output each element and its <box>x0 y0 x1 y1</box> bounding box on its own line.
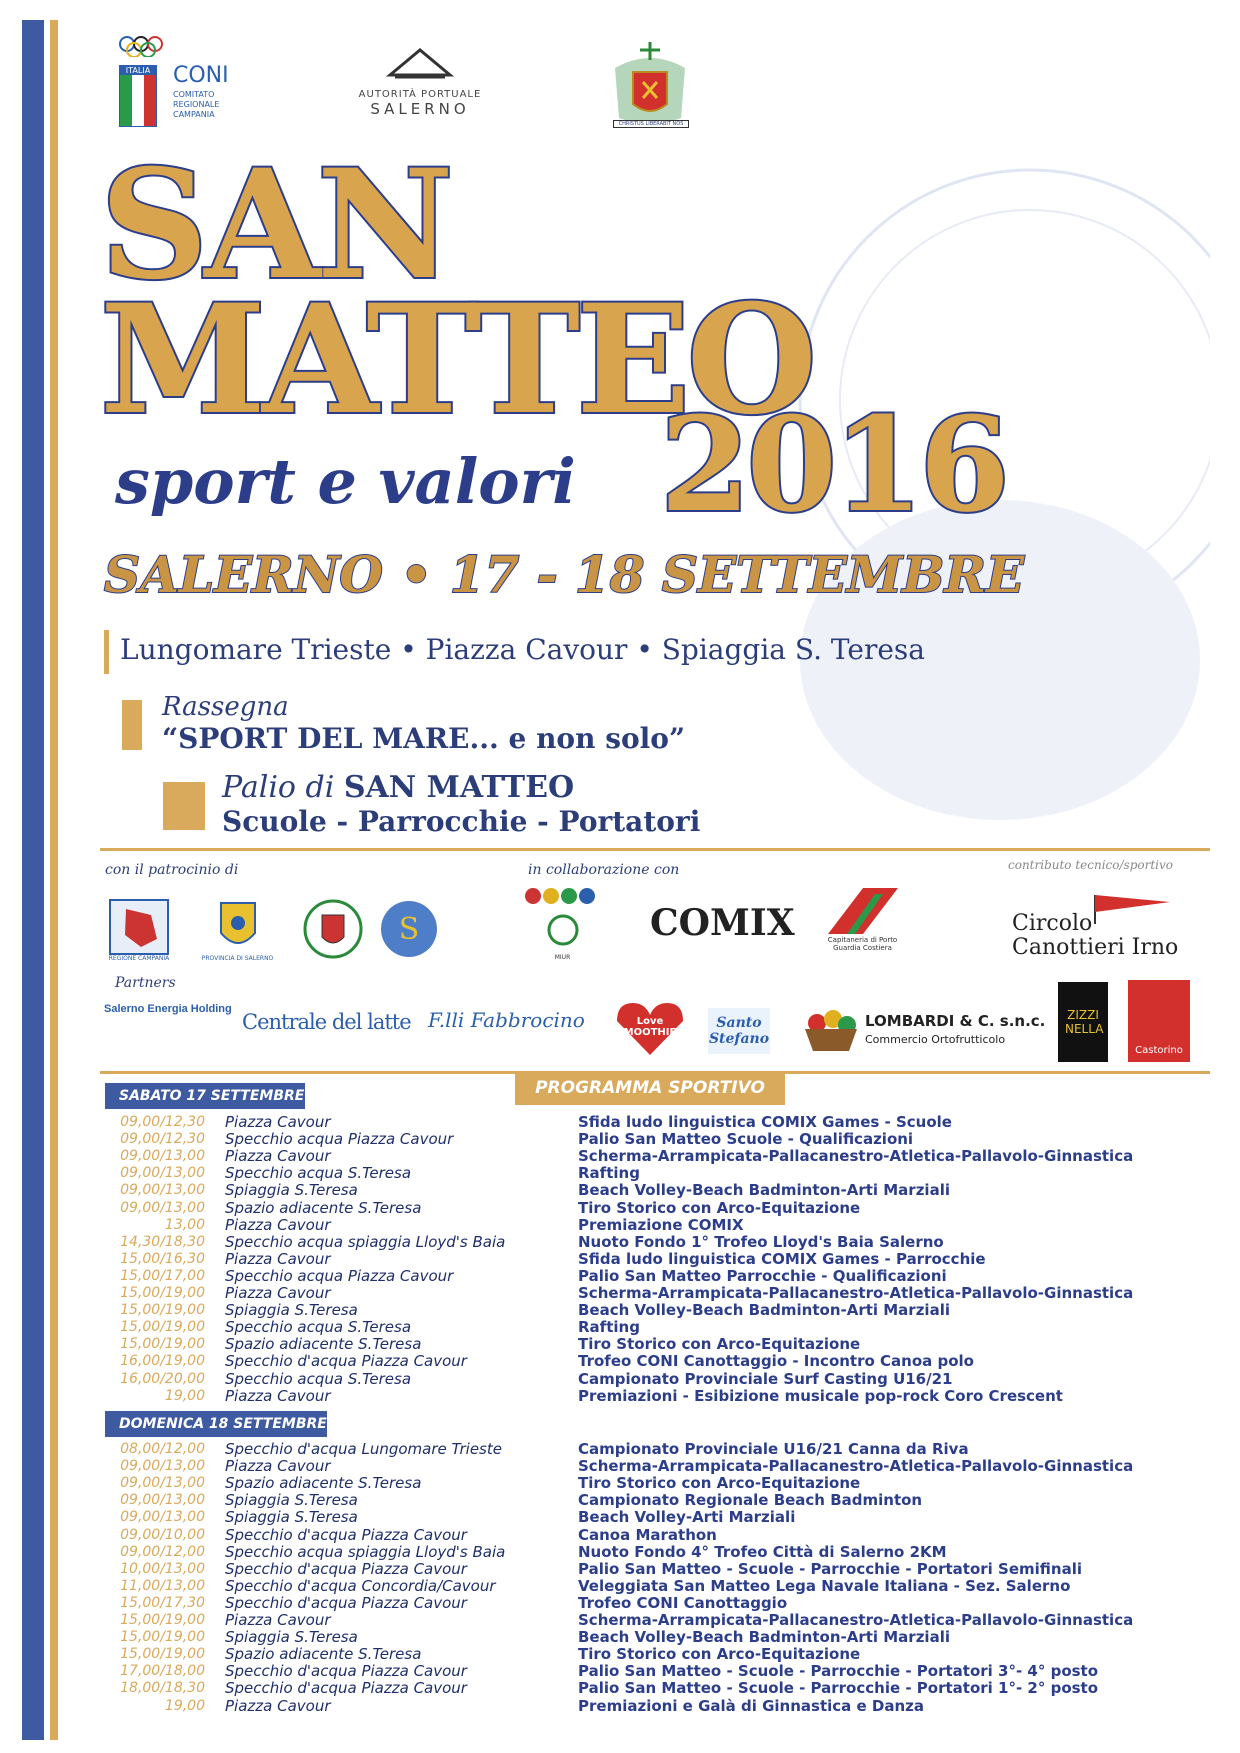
schedule-time: 15,00/19,00 <box>120 1336 205 1353</box>
miur-label: MIUR <box>554 954 571 961</box>
miur-logo <box>520 880 605 965</box>
miur-icon <box>523 884 603 954</box>
schedule-event: Sfida ludo linguistica COMIX Games - Parrocchie <box>578 1249 986 1268</box>
schedule-event: Beach Volley-Beach Badminton-Arti Marziali <box>578 1301 950 1320</box>
regione-campania-logo <box>108 895 170 965</box>
regione-label: REGIONE CAMPANIA <box>108 954 170 962</box>
schedule-time: 09,00/10,00 <box>120 1526 205 1543</box>
schedule-place: Specchio d'acqua Piazza Cavour <box>225 1593 467 1612</box>
schedule-time: 15,00/19,00 <box>120 1629 205 1646</box>
centrale-latte-logo: Centrale del latte <box>242 1010 411 1034</box>
schedule-time: 09,00/13,00 <box>120 1165 205 1182</box>
schedule-place: Piazza Cavour <box>225 1215 331 1234</box>
castorino-logo: Castorino <box>1128 980 1190 1062</box>
schedule-place: Piazza Cavour <box>225 1284 331 1302</box>
schedule-event: Premiazioni - Esibizione musicale pop-rock Coro Crescent <box>578 1386 1063 1405</box>
schedule-event: Rafting <box>578 1164 640 1183</box>
schedule-event: Scherma-Arrampicata-Pallacanestro-Atletica-Pallavolo-Ginnastica <box>578 1457 1134 1476</box>
domenica-header: DOMENICA 18 SETTEMBRE <box>105 1411 327 1437</box>
schedule-place: Spazio adiacente S.Teresa <box>225 1198 422 1217</box>
contributo-label: contributo tecnico/sportivo <box>1008 858 1174 872</box>
zizzi-label: ZIZZI NELLA <box>1065 1008 1104 1036</box>
schedule-time: 15,00/19,00 <box>120 1302 205 1319</box>
schedule-event: Tiro Storico con Arco-Equitazione <box>578 1474 861 1493</box>
schedule-event: Palio San Matteo Scuole - Qualificazioni <box>578 1130 914 1149</box>
coni-line-2: REGIONALE <box>173 100 220 109</box>
circolo-line-1: Circolo <box>1012 911 1093 936</box>
schedule-time: 16,00/20,00 <box>120 1370 205 1387</box>
schedule-place: Specchio d'acqua Piazza Cavour <box>225 1662 467 1681</box>
schedule-time: 19,00 <box>164 1387 205 1404</box>
schedule-event: Nuoto Fondo 4° Trofeo Città di Salerno 2KM <box>578 1542 947 1561</box>
palio-label: Palio di <box>222 770 335 805</box>
schedule-event: Tiro Storico con Arco-Equitazione <box>578 1335 861 1354</box>
schedule-place: Specchio d'acqua Piazza Cavour <box>225 1559 467 1578</box>
schedule-place: Piazza Cavour <box>225 1611 331 1629</box>
schedule-place: Piazza Cavour <box>225 1457 331 1476</box>
schedule-place: Spazio adiacente S.Teresa <box>225 1335 422 1354</box>
schedule-event: Sfida ludo linguistica COMIX Games - Scuole <box>578 1113 952 1131</box>
schedule-time: 09,00/13,00 <box>120 1475 205 1492</box>
schedule-time: 15,00/19,00 <box>120 1612 205 1628</box>
love-smoothies-logo <box>610 998 690 1060</box>
comune-salerno-logo <box>300 892 366 964</box>
coni-line-3: CAMPANIA <box>173 110 215 119</box>
schedule-event: Campionato Provinciale Surf Casting U16/21 <box>578 1369 953 1388</box>
love-smoothies-label: Love SMOOTHIES <box>616 1016 684 1038</box>
capitaneria-label: Capitaneria di Porto Guardia Costiera <box>827 936 898 952</box>
schedule-place: Specchio acqua spiaggia Lloyd's Baia <box>225 1232 506 1251</box>
schedule-event: Premiazioni e Galà di Ginnastica e Danza <box>578 1696 925 1715</box>
schedule-place: Spazio adiacente S.Teresa <box>225 1474 422 1493</box>
comune-crest-icon <box>302 893 364 963</box>
schedule-event: Campionato Provinciale U16/21 Canna da Riva <box>578 1440 969 1458</box>
schedule-place: Spiaggia S.Teresa <box>225 1508 358 1527</box>
fruit-basket-icon <box>801 1001 861 1055</box>
olympic-rings-icon <box>117 35 177 57</box>
schedule-event: Premiazione COMIX <box>578 1215 744 1234</box>
schedule-place: Spiaggia S.Teresa <box>225 1628 358 1647</box>
comix-logo: COMIX <box>650 902 795 944</box>
program-header: PROGRAMMA SPORTIVO <box>515 1071 785 1105</box>
palio-marker <box>163 782 205 830</box>
rassegna-name: “SPORT DEL MARE... e non solo” <box>162 722 686 755</box>
schedule-event: Trofeo CONI Canottaggio - Incontro Canoa polo <box>578 1352 974 1371</box>
rassegna-marker <box>122 700 142 750</box>
schedule-time: 15,00/16,30 <box>120 1250 205 1267</box>
schedule-time: 15,00/19,00 <box>120 1646 205 1663</box>
patrocinio-label: con il patrocinio di <box>105 862 239 878</box>
schedule-time: 09,00/13,00 <box>120 1182 205 1199</box>
coni-line-1: COMITATO <box>173 90 215 99</box>
schedule-place: Specchio d'acqua Lungomare Trieste <box>225 1440 502 1458</box>
schedule-time: 15,00/19,00 <box>120 1285 205 1301</box>
port-authority-icon <box>380 45 460 85</box>
schedule-event: Trofeo CONI Canottaggio <box>578 1593 788 1612</box>
schedule-time: 13,00 <box>164 1216 205 1233</box>
schedule-event: Palio San Matteo - Scuole - Parrocchie - Portatori Semifinali <box>578 1559 1082 1578</box>
regione-map-icon <box>109 899 169 955</box>
schedule-place: Specchio acqua S.Teresa <box>225 1164 412 1183</box>
schedule-time: 19,00 <box>164 1697 205 1714</box>
schedule-time: 08,00/12,00 <box>120 1441 205 1457</box>
event-dates: SALERNO • 17 - 18 SETTEMBRE <box>104 545 1025 604</box>
coni-logo <box>115 35 255 135</box>
schedule-time: 16,00/19,00 <box>120 1353 205 1370</box>
palio-name: SAN MATTEO <box>343 770 575 805</box>
schedule-event: Beach Volley-Arti Marziali <box>578 1508 796 1527</box>
schedule-time: 14,30/18,30 <box>120 1233 205 1250</box>
schedule-event: Canoa Marathon <box>578 1525 717 1544</box>
lombardi-fruit-basket <box>800 1000 862 1056</box>
schedule-event: Scherma-Arrampicata-Pallacanestro-Atletica-Pallavolo-Ginnastica <box>578 1147 1134 1166</box>
schedule-time: 15,00/17,00 <box>120 1267 205 1284</box>
schedule-time: 09,00/13,00 <box>120 1199 205 1216</box>
subtitle-sport-e-valori: sport e valori <box>115 445 576 518</box>
s-circle-icon <box>379 899 439 959</box>
provincia-salerno-logo <box>195 890 280 965</box>
schedule-time: 09,00/13,00 <box>120 1509 205 1526</box>
schedule-place: Specchio acqua spiaggia Lloyd's Baia <box>225 1542 506 1561</box>
schedule-time: 09,00/13,00 <box>120 1148 205 1165</box>
schedule-time: 09,00/12,30 <box>120 1114 205 1130</box>
santo-stefano-logo: Santo Stefano <box>708 1008 770 1054</box>
schedule-time: 15,00/19,00 <box>120 1319 205 1336</box>
schedule-place: Spiaggia S.Teresa <box>225 1181 358 1200</box>
coast-guard-icon <box>823 886 903 936</box>
coni-subtitle <box>173 90 219 120</box>
sponsors-top-divider <box>100 848 1210 851</box>
schedule-event: Tiro Storico con Arco-Equitazione <box>578 1645 861 1664</box>
schedule-place: Piazza Cavour <box>225 1147 331 1166</box>
schedule-time: 11,00/13,00 <box>120 1577 205 1594</box>
schedule-event: Palio San Matteo - Scuole - Parrocchie - Portatori 1°- 2° posto <box>578 1679 1099 1698</box>
schedule-event: Nuoto Fondo 1° Trofeo Lloyd's Baia Salerno <box>578 1232 944 1251</box>
palio-title <box>222 770 574 805</box>
schedule-event: Veleggiata San Matteo Lega Navale Italiana - Sez. Salerno <box>578 1576 1071 1595</box>
salerno-energia-logo: Salerno Energia Holding <box>104 1003 232 1015</box>
provincia-crest-icon <box>215 893 261 955</box>
schedule-place: Specchio d'acqua Piazza Cavour <box>225 1525 467 1544</box>
schedule-place: Specchio d'acqua Concordia/Cavour <box>225 1576 496 1595</box>
schedule-event: Beach Volley-Beach Badminton-Arti Marziali <box>578 1181 950 1200</box>
title-line-san: SAN <box>100 137 450 313</box>
schedule-event: Scherma-Arrampicata-Pallacanestro-Atletica-Pallavolo-Ginnastica <box>578 1284 1134 1302</box>
collaborazione-label: in collaborazione con <box>528 862 680 878</box>
title-line-matteo: MATTEO <box>100 272 814 448</box>
partners-label: Partners <box>115 975 176 991</box>
schedule-event: Beach Volley-Beach Badminton-Arti Marziali <box>578 1628 950 1647</box>
circolo-text <box>1012 912 1178 960</box>
autorita-line-1: AUTORITÀ PORTUALE <box>358 89 482 100</box>
schedule-place: Specchio acqua Piazza Cavour <box>225 1130 454 1149</box>
schedule-place: Spiaggia S.Teresa <box>225 1491 358 1510</box>
schedule-time: 09,00/12,30 <box>120 1131 205 1148</box>
sabato-header: SABATO 17 SETTEMBRE <box>105 1083 305 1109</box>
schedule-place: Spazio adiacente S.Teresa <box>225 1645 422 1664</box>
italia-flag-shield <box>119 65 157 127</box>
schedule-place: Specchio d'acqua Piazza Cavour <box>225 1679 467 1698</box>
schedule-place: Specchio acqua S.Teresa <box>225 1369 412 1388</box>
schedule-place: Piazza Cavour <box>225 1386 331 1405</box>
left-gold-bar <box>50 20 58 1740</box>
autorita-portuale-logo <box>340 45 500 125</box>
schedule-time: 09,00/12,00 <box>120 1543 205 1560</box>
schedule-time: 18,00/18,30 <box>120 1680 205 1697</box>
autorita-line-2: SALERNO <box>370 100 470 118</box>
left-blue-bar <box>22 20 44 1740</box>
schedule-event: Campionato Regionale Beach Badminton <box>578 1491 923 1510</box>
venues: Lungomare Trieste • Piazza Cavour • Spiaggia S. Teresa <box>120 633 925 666</box>
schedule-place: Specchio acqua Piazza Cavour <box>225 1266 454 1285</box>
schedule-time: 09,00/13,00 <box>120 1492 205 1509</box>
schedule-event: Palio San Matteo Parrocchie - Qualificazioni <box>578 1266 947 1285</box>
schedule-event: Tiro Storico con Arco-Equitazione <box>578 1198 861 1217</box>
capitaneria-logo <box>815 880 910 958</box>
svg-text:S: S <box>398 912 420 947</box>
provincia-label: PROVINCIA DI SALERNO <box>201 955 274 962</box>
coni-word: CONI <box>173 63 229 88</box>
venues-marker <box>104 630 109 674</box>
schedule-event: Palio San Matteo - Scuole - Parrocchie - Portatori 3°- 4° posto <box>578 1662 1099 1681</box>
schedule-place: Piazza Cavour <box>225 1249 331 1268</box>
schedule-time: 10,00/13,00 <box>120 1560 205 1577</box>
circolo-canottieri-logo <box>1010 890 1180 960</box>
schedule-event: Scherma-Arrampicata-Pallacanestro-Atletica-Pallavolo-Ginnastica <box>578 1611 1134 1629</box>
schedule-time: 15,00/17,30 <box>120 1594 205 1611</box>
schedule-place: Specchio d'acqua Piazza Cavour <box>225 1352 467 1371</box>
palio-participants: Scuole - Parrocchie - Portatori <box>222 805 701 838</box>
s-circle-logo <box>378 898 440 960</box>
italia-label: ITALIA <box>120 66 156 75</box>
fabbrocino-logo: F.lli Fabbrocino <box>428 1008 585 1032</box>
schedule-place: Spiaggia S.Teresa <box>225 1301 358 1320</box>
title-year: 2016 <box>660 388 1006 541</box>
archdiocese-crest <box>595 38 705 138</box>
schedule-place: Piazza Cavour <box>225 1696 331 1715</box>
schedule-time: 09,00/13,00 <box>120 1458 205 1475</box>
circolo-line-2: Canottieri Irno <box>1012 935 1179 960</box>
schedule-place: Specchio acqua S.Teresa <box>225 1318 412 1337</box>
lombardi-name: LOMBARDI & C. s.n.c. <box>865 1012 1046 1030</box>
rassegna-label: Rassegna <box>162 692 289 722</box>
schedule-place: Piazza Cavour <box>225 1113 331 1131</box>
schedule-event: Rafting <box>578 1318 640 1337</box>
lombardi-subtitle: Commercio Ortofrutticolo <box>865 1033 1006 1046</box>
zizzi-nella-logo <box>1058 982 1108 1062</box>
schedule-time: 17,00/18,00 <box>120 1663 205 1680</box>
crest-motto: CHRISTUS LIBERABIT NOS <box>613 120 689 128</box>
